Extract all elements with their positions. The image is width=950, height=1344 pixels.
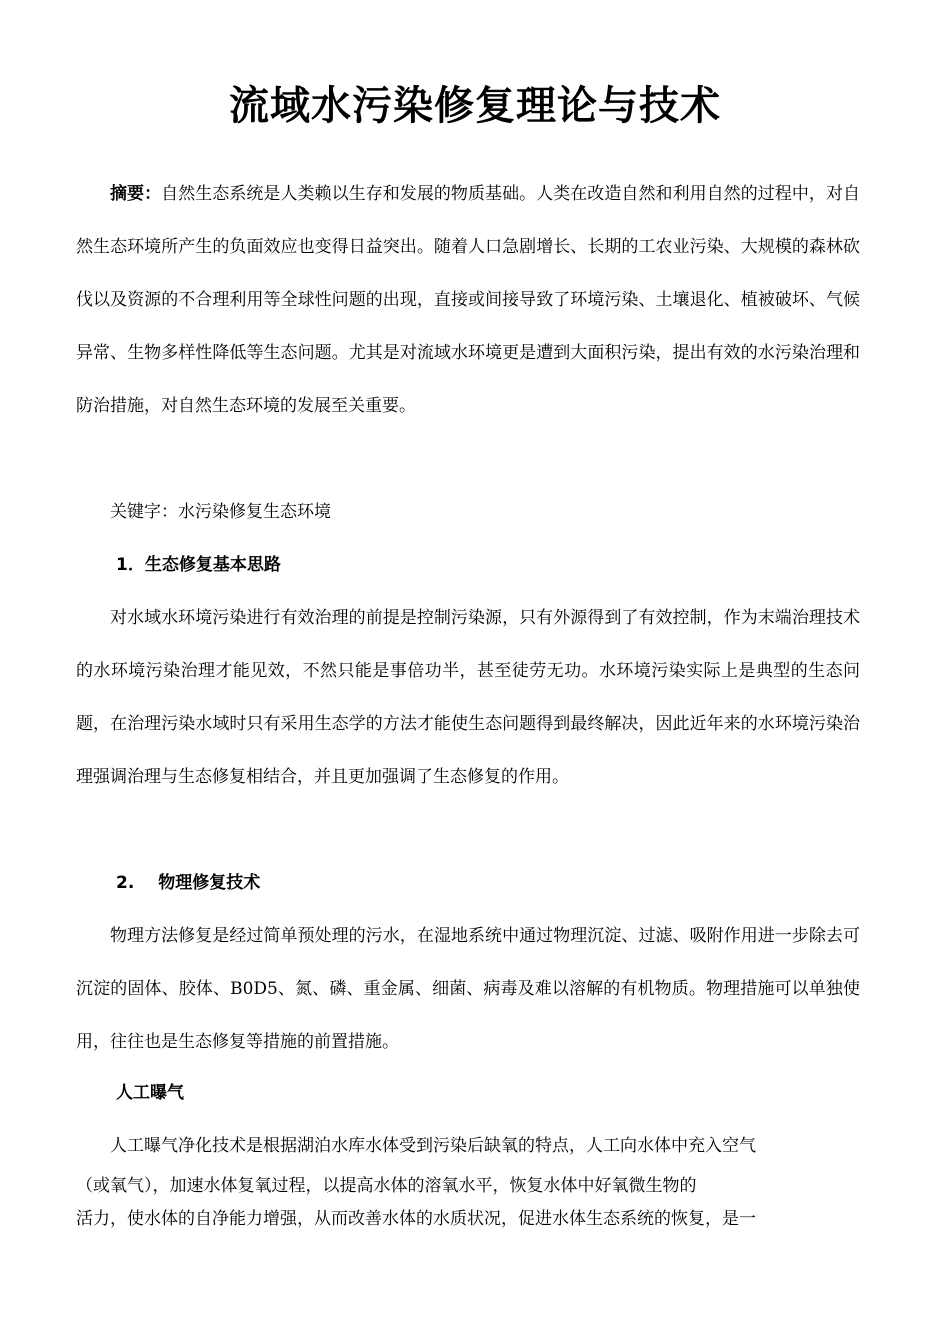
subsection-line-3: 活力，使水体的自净能力增强，从而改善水体的水质状况，促进水体生态系统的恢复，是一	[76, 1209, 756, 1229]
abstract-label: 摘要：	[110, 184, 162, 204]
abstract-paragraph	[76, 168, 860, 433]
subsection-line-1: 人工曝气净化技术是根据湖泊水库水体受到污染后缺氧的特点，人工向水体中充入空气	[110, 1136, 756, 1156]
section-1-heading: 1．生态修复基本思路	[116, 555, 281, 575]
document-title: 流域水污染修复理论与技术	[229, 83, 721, 129]
section-2-title: 物理修复技术	[158, 873, 261, 893]
section-2-paragraph: 物理方法修复是经过简单预处理的污水，在湿地系统中通过物理沉淀、过滤、吸附作用进一步除去可沉淀的固体、胶体、B0D5、氮、磷、重金属、细菌、病毒及难以溶解的有机物质。物理措施可以单独使用，往往也是生态修复等措施的前置措施。	[76, 926, 860, 1052]
keywords-line: 关键字：水污染修复生态环境	[110, 502, 331, 522]
abstract-text: 自然生态系统是人类赖以生存和发展的物质基础。人类在改造自然和利用自然的过程中，对自然生态环境所产生的负面效应也变得日益突出。随着人口急剧增长、长期的工农业污染、大规模的森林砍伐以及资源的不合理利用等全球性问题的出现，直接或间接导致了环境污染、土壤退化、植被破坏、气候异常、生物多样性降低等生态问题。尤其是对流域水环境更是遭到大面积污染，提出有效的水污染治理和防治措施，对自然生态环境的发展至关重要。	[76, 184, 860, 416]
section-2-heading	[116, 857, 260, 910]
section-1-paragraph: 对水域水环境污染进行有效治理的前提是控制污染源，只有外源得到了有效控制，作为末端治理技术的水环境污染治理才能见效，不然只能是事倍功半，甚至徒劳无功。水环境污染实际上是典型的生态问题，在治理污染水域时只有采用生态学的方法才能使生态问题得到最终解决，因此近年来的水环境污染治理强调治理与生态修复相结合，并且更加强调了生态修复的作用。	[76, 608, 860, 787]
subsection-heading: 人工曝气	[116, 1083, 184, 1103]
subsection-line-2: （或氧气），加速水体复氧过程，以提高水体的溶氧水平，恢复水体中好氧微生物的	[76, 1176, 697, 1196]
subsection-paragraph	[76, 1120, 860, 1237]
section-2-number: 2.	[116, 873, 135, 893]
